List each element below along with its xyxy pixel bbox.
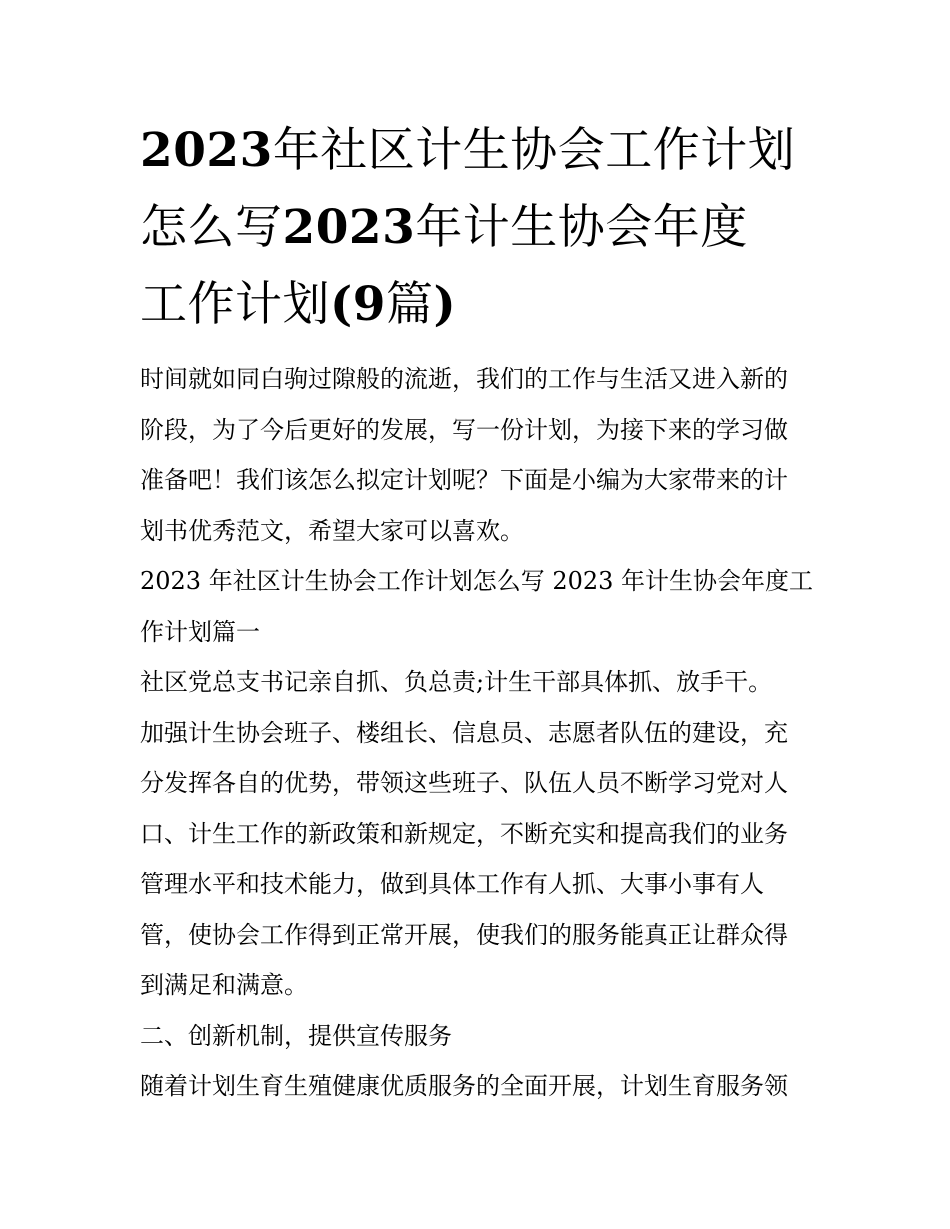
title-segment: )	[433, 277, 457, 332]
title-line-3	[140, 266, 820, 343]
title-segment: 年计生协会年度	[415, 200, 748, 255]
body-line: 随着计划生育生殖健康优质服务的全面开展，计划生育服务领	[140, 1072, 788, 1100]
body-line: 阶段，为了今后更好的发展，写一份计划，为接下来的学习做	[140, 415, 788, 444]
title-segment: 2023	[140, 123, 273, 178]
title-line-2	[140, 189, 820, 266]
subsection-heading: 二、创新机制，提供宣传服务	[140, 1021, 452, 1050]
title-segment: 怎么写	[140, 200, 283, 255]
section-heading-line: 作计划篇一	[140, 617, 260, 646]
body-line: 加强计生协会班子、楼组长、信息员、志愿者队伍的建设，充	[140, 718, 788, 747]
document-body	[140, 354, 820, 1112]
body-line: 到满足和满意。	[140, 971, 308, 999]
body-line: 准备吧！我们该怎么拟定计划呢？下面是小编为大家带来的计	[140, 466, 788, 494]
body-line: 口、计生工作的新政策和新规定，不断充实和提高我们的业务	[140, 819, 788, 848]
section-heading-line: 2023 年社区计生协会工作计划怎么写 2023 年计生协会年度工	[140, 567, 814, 595]
title-segment: 篇	[385, 277, 434, 332]
body-line: 社区党总支书记亲自抓、负总责;计生干部具体抓、放手干。	[140, 668, 773, 696]
title-segment: 工作计划	[140, 277, 330, 332]
body-line: 划书优秀范文，希望大家可以喜欢。	[140, 516, 524, 545]
title-segment: (9	[330, 277, 386, 332]
body-line: 管，使协会工作得到正常开展，使我们的服务能真正让群众得	[140, 920, 788, 949]
body-line: 时间就如同白驹过隙般的流逝，我们的工作与生活又进入新的	[140, 365, 788, 393]
body-line: 分发挥各自的优势，带领这些班子、队伍人员不断学习党对人	[140, 769, 788, 797]
title-line-1	[140, 112, 820, 189]
document-title	[140, 112, 820, 343]
title-segment: 2023	[282, 200, 416, 255]
body-line: 管理水平和技术能力，做到具体工作有人抓、大事小事有人	[140, 870, 764, 898]
title-segment: 年社区计生协会工作计划	[272, 123, 796, 178]
